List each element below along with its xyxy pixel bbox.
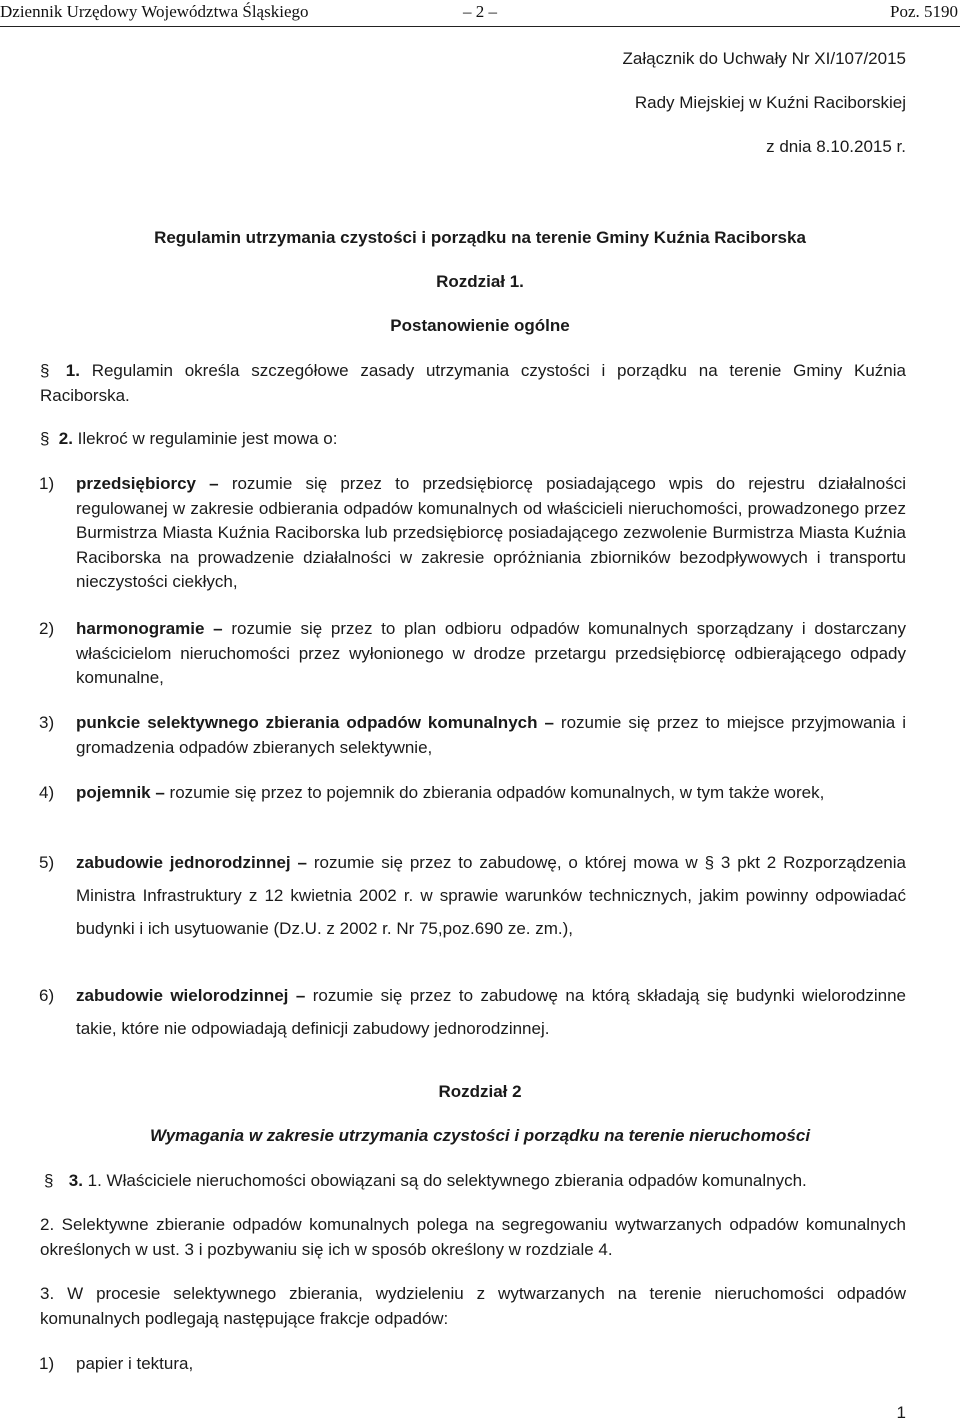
section-sign: § [40,361,50,380]
definition-text: rozumie się przez to zabudowę na którą składają się budynki wielorodzinne takie, które nie odpowiadają definicji zabudowy jednorodzinnej. [76,986,906,1038]
section-sign: § [40,429,50,448]
fraction-list-item [39,1352,906,1377]
section-3-paragraph-2: 2. Selektywne zbieranie odpadów komunalnych polega na segregowaniu wytwarzanych odpadów komunalnych określonych w ust. 3 i pozbywaniu się ich w sposób określony w rozdziale 4. [40,1215,906,1259]
chapter-1-label: Rozdział 1. [436,272,524,291]
document-title: Regulamin utrzymania czystości i porządku na terenie Gminy Kuźnia Raciborska [154,228,806,247]
chapter-2-label: Rozdział 2 [438,1082,522,1101]
chapter-1-name: Postanowienie ogólne [390,316,570,335]
item-number: 1) [39,474,55,493]
chapter-2-name: Wymagania w zakresie utrzymania czystości i porządku na terenie nieruchomości [149,1126,811,1145]
section-1 [40,359,906,408]
item-number: 5) [39,853,55,872]
section-2-intro [40,427,906,452]
definition-item: 1) przedsiębiorcy – rozumie się przez to przedsiębiorcę posiadającego wpis do rejestru działalności regulowanej w zakresie odbierania odpadów komunalnych od właścicieli nieruchomości, prowadzonego przez Burmistrza Miasta Kuźnia Raciborska lub przedsiębiorcę posiadającego zezwolenie Burmistrza Miasta Kuźnia Raciborska na prowadzenie działalności w zakresie opróżniania zbiorników bezodpływowych i transportu nieczystości ciekłych, [39,474,907,591]
section-3-paragraph-3: 3. W procesie selektywnego zbierania, wydzieleniu z wytwarzanych na terenie nieruchomości odpadów komunalnych podlegają następujące frakcje odpadów: [40,1284,906,1328]
definition-text: rozumie się przez to przedsiębiorcę posiadającego wpis do rejestru działalności regulowanej w zakresie odbierania odpadów komunalnych od właścicieli nieruchomości, prowadzonego przez Burmistrza Miasta Kuźnia Raciborska lub przedsiębiorcę posiadającego zezwolenie Burmistrza Miasta Kuźnia Raciborska na prowadzenie działalności w zakresie opróżniania zbiorników bezodpływowych i transportu nieczystości ciekłych, [76,474,907,591]
item-number: 6) [39,986,55,1005]
definition-item: 5) zabudowie jednorodzinnej – rozumie się przez to zabudowę, o której mowa w § 3 pkt 2 Rozporządzenia Ministra Infrastruktury z 12 kwietnia 2002 r. w sprawie warunków technicznych, jakim powinny odpowiadać budynki i ich usytuowanie (Dz.U. z 2002 r. Nr 75,poz.690 ze. zm.), [76,846,906,945]
definition-term: przedsiębiorcy [76,474,196,493]
item-number: 3) [39,713,55,732]
definition-term: zabudowie jednorodzinnej [76,853,291,872]
definition-term: harmonogramie [76,619,205,638]
section-2-mark: 2. [58,429,73,448]
section-1-mark: 1. [65,361,80,380]
journal-name: Dziennik Urzędowy Województwa Śląskiego [0,2,309,21]
definition-item: 4) pojemnik – rozumie się przez to pojemnik do zbierania odpadów komunalnych, w tym także worek, [76,781,906,806]
item-number: 4) [39,783,55,802]
section-3-p1-text: 1. Właściciele nieruchomości obowiązani są do selektywnego zbierania odpadów komunalnych. [87,1171,807,1190]
item-number: 2) [39,619,55,638]
definition-text: rozumie się przez to miejsce przyjmowania i gromadzenia odpadów zbieranych selektywnie, [76,713,907,757]
definition-text: rozumie się przez to pojemnik do zbierania odpadów komunalnych, w tym także worek, [169,783,825,802]
definition-text: rozumie się przez to plan odbioru odpadów komunalnych sporządzany i dostarczany właścicielom nieruchomości przez wyłonionego w drodze przetargu przedsiębiorcę odbierającego odpady komunalne, [76,619,906,687]
section-1-text: Regulamin określa szczegółowe zasady utrzymania czystości i porządku na terenie Gminy Kuźnia Raciborska. [40,361,906,405]
definition-term: pojemnik [76,783,151,802]
section-3-mark: 3. [68,1171,83,1190]
section-2-intro-text: Ilekroć w regulaminie jest mowa o: [77,429,338,448]
section-3-paragraph-1 [40,1169,906,1194]
definition-term: punkcie selektywnego zbierania odpadów komunalnych [76,713,538,732]
item-number: 1) [39,1354,55,1373]
position-number: Poz. 5190 [890,2,958,21]
page-number: 1 [896,1403,906,1422]
definition-item: 3) punkcie selektywnego zbierania odpadów komunalnych – rozumie się przez to miejsce przyjmowania i gromadzenia odpadów zbieranych selektywnie, [39,713,907,757]
definition-item: 2) harmonogramie – rozumie się przez to plan odbioru odpadów komunalnych sporządzany i dostarczany właścicielom nieruchomości przez wyłonionego w drodze przetargu przedsiębiorcę odbierającego odpady komunalne, [39,619,906,687]
page-indicator: – 2 – [463,2,497,21]
definition-text: rozumie się przez to zabudowę, o której mowa w § 3 pkt 2 Rozporządzenia Ministra Infrastruktury z 12 kwietnia 2002 r. w sprawie warunków technicznych, jakim powinny odpowiadać budynki i ich usytuowanie (Dz.U. z 2002 r. Nr 75,poz.690 ze. zm.), [76,853,906,938]
fraction-text: papier i tektura, [76,1354,194,1373]
definition-item: 6) zabudowie wielorodzinnej – rozumie się przez to zabudowę na którą składają się budynki wielorodzinne takie, które nie odpowiadają definicji zabudowy jednorodzinnej. [76,979,906,1045]
attachment-line-2: Rady Miejskiej w Kuźni Raciborskiej [634,93,906,112]
attachment-line-1: Załącznik do Uchwały Nr XI/107/2015 [622,49,906,68]
definition-term: zabudowie wielorodzinnej [76,986,289,1005]
header-divider [0,26,960,27]
attachment-line-3: z dnia 8.10.2015 r. [766,137,906,156]
running-header [0,2,960,24]
section-sign: § [44,1171,54,1190]
